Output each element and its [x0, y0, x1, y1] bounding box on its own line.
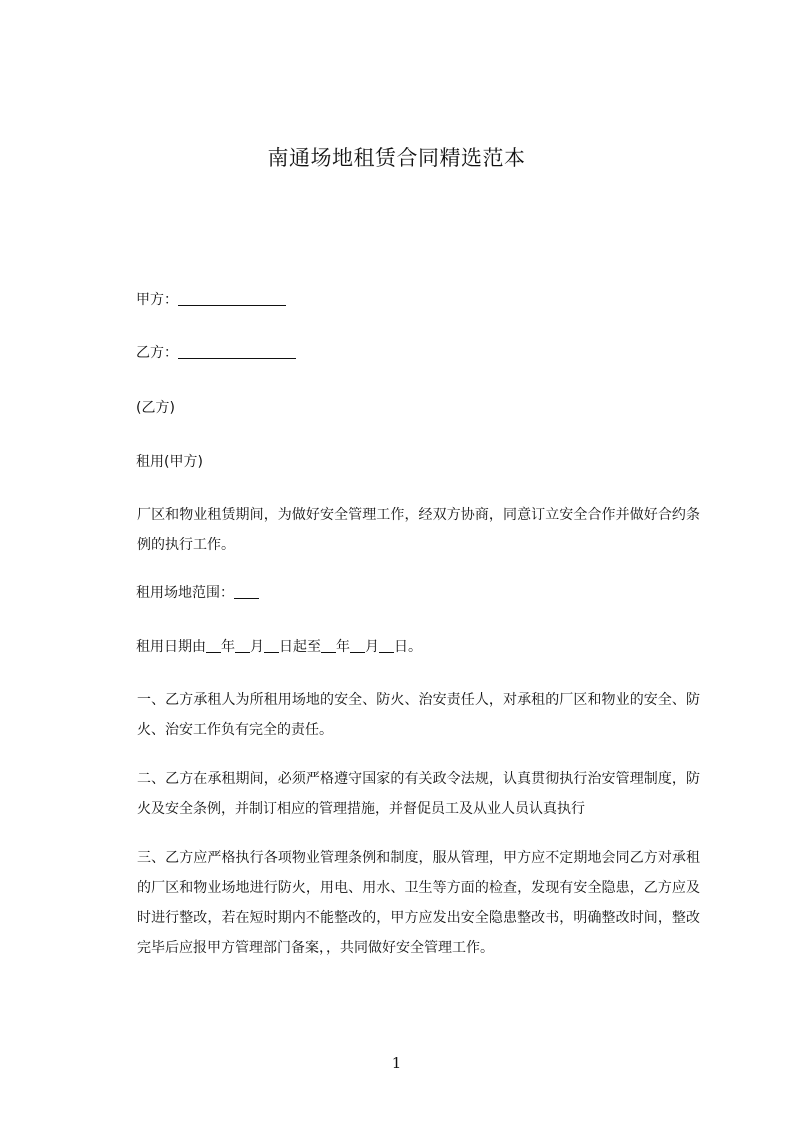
start-day-blank: [264, 638, 279, 653]
clause-3-paragraph: 三、乙方应严格执行各项物业管理条例和制度，服从管理，甲方应不定期地会同乙方对承租的厂区和物业场地进行防火，用电、用水、卫生等方面的检查，发现有安全隐患，乙方应及时进行整改，若在短时期内不能整改的，甲方应发出安全隐患整改书，明确整改时间，整改完毕后应报甲方管理部门备案，，共同做好安全管理工作。: [137, 850, 700, 956]
date-line: [103, 632, 736, 662]
party-b-paren: (乙方): [136, 400, 175, 416]
party-a-blank: [178, 291, 286, 306]
end-day-blank: [379, 638, 394, 653]
scope-line: [103, 578, 736, 608]
document-title: 南通场地租赁合同精选范本: [267, 146, 526, 170]
end-month-blank: [350, 638, 365, 653]
end-month-label: 月: [365, 639, 379, 655]
party-b-label: 乙方：: [136, 345, 178, 361]
scope-label: 租用场地范围：: [136, 585, 234, 601]
clause-1-paragraph: 一、乙方承租人为所租用场地的安全、防火、治安责任人，对承租的厂区和物业的安全、防火、治安工作负有完全的责任。: [137, 692, 700, 738]
end-year-label: 年: [336, 639, 350, 655]
party-b-line: [103, 338, 736, 368]
end-day-label: 日。: [394, 639, 422, 655]
start-year-blank: [206, 638, 221, 653]
scope-blank: [234, 584, 259, 599]
start-year-label: 年: [221, 639, 235, 655]
end-year-blank: [321, 638, 336, 653]
clause-2-paragraph: 二、乙方在承租期间，必须严格遵守国家的有关政令法规，认真贯彻执行治安管理制度，防火及安全条例，并制订相应的管理措施，并督促员工及从业人员认真执行: [137, 771, 700, 817]
start-month-blank: [235, 638, 250, 653]
page-number: 1: [391, 1054, 402, 1072]
date-prefix: 租用日期由: [136, 639, 206, 655]
lessee-paren: 租用(甲方): [136, 454, 203, 470]
start-month-label: 月: [250, 639, 264, 655]
start-day-label: 日起至: [279, 639, 321, 655]
party-b-blank: [178, 344, 296, 359]
party-a-label: 甲方：: [136, 292, 178, 308]
intro-paragraph: 厂区和物业租赁期间，为做好安全管理工作，经双方协商，同意订立安全合作并做好合约条例的执行工作。: [137, 507, 700, 553]
party-a-line: [103, 285, 736, 315]
